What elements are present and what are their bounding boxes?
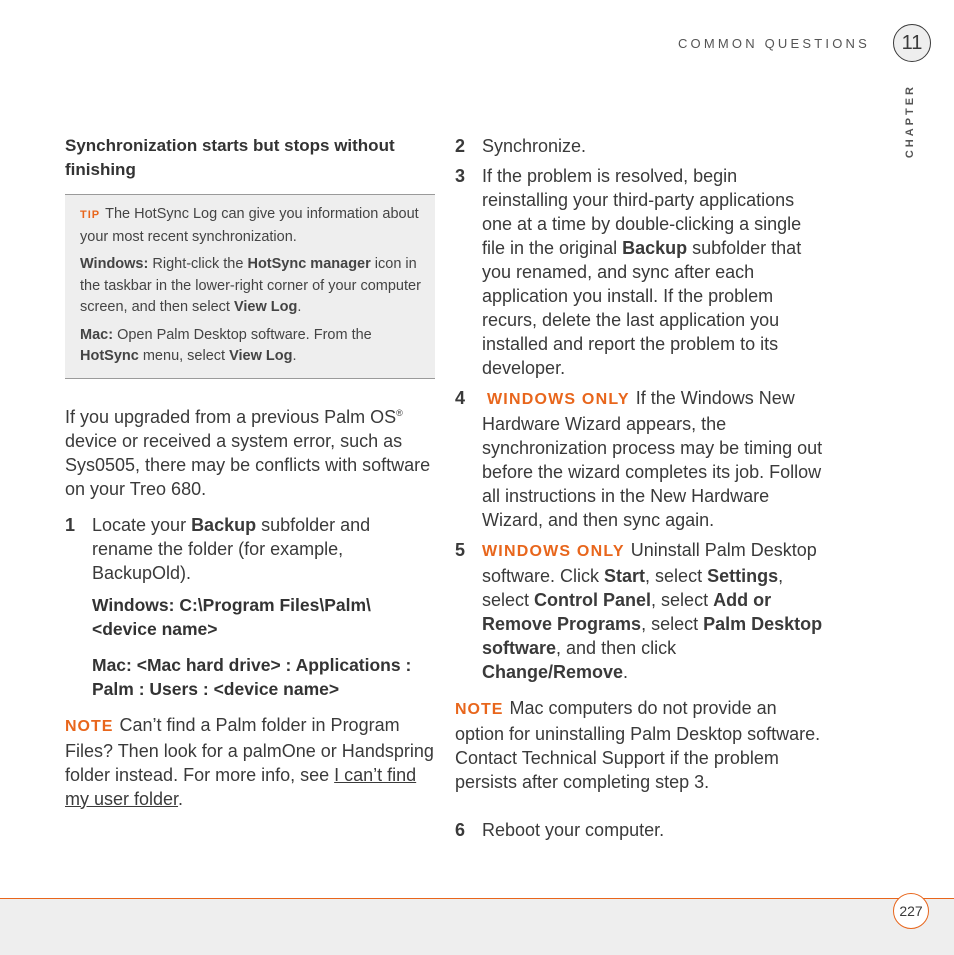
tip-windows: Windows: Right-click the HotSync manager icon in the taskbar in the lower-right corner of your computer screen, and then select View Log. — [80, 256, 421, 315]
tip-tag: TIP — [80, 209, 101, 221]
footer-bar — [0, 898, 954, 955]
note-right: NOTE Mac computers do not provide an option for uninstalling Palm Desktop software. Contact Technical Support if the problem persists after completing step 3. — [455, 698, 821, 792]
chapter-number-badge: 11 — [893, 24, 931, 62]
section-title: Synchronization starts but stops without finishing — [65, 136, 395, 179]
step-2: 2 Synchronize. — [455, 136, 587, 156]
step-number: 1 — [65, 514, 76, 535]
chapter-vertical-label: CHAPTER — [904, 84, 916, 159]
tip-intro: TIP The HotSync Log can give you information about your most recent synchronization. — [80, 206, 419, 245]
step-number: 5 — [455, 540, 466, 560]
step-1: 1 Locate your Backup subfolder and rename the folder (for example, BackupOld). — [65, 514, 371, 583]
right-column — [455, 134, 825, 842]
mac-path: Mac: <Mac hard drive> : Applications : Palm : Users : <device name> — [92, 654, 412, 699]
tip-mac: Mac: Open Palm Desktop software. From the HotSync menu, select View Log. — [80, 326, 372, 364]
windows-path: Windows: C:\Program Files\Palm\<device name> — [92, 594, 371, 639]
step-4: 4 WINDOWS ONLY If the Windows New Hardware Wizard appears, the synchronization process may be timing out before the wizard completes its job. Follow all instructions in the New Hardware Wizard, and then sync again. — [455, 388, 823, 530]
note-left: NOTE Can’t find a Palm folder in Program Files? Then look for a palmOne or Handspring folder instead. For more info, see I can’t find my user folder. — [65, 714, 434, 809]
step-3: 3 If the problem is resolved, begin reinstalling your third-party applications one at a time by double-clicking a single file in the original Backup subfolder that you renamed, and sync after each application you install. If the problem recurs, delete the last application you installed and report the problem to its developer. — [455, 166, 802, 378]
windows-only-tag: WINDOWS ONLY — [482, 543, 625, 560]
step-number: 2 — [455, 136, 466, 156]
intro-paragraph: If you upgraded from a previous Palm OS® device or received a system error, such as Sys0505, there may be conflicts with software on your Treo 680. — [65, 406, 431, 499]
tip-box — [65, 194, 435, 379]
left-column — [65, 134, 435, 811]
note-tag: NOTE — [65, 717, 114, 735]
user-folder-link[interactable]: I can’t find my user folder — [65, 764, 417, 809]
header-section-label: COMMON QUESTIONS — [677, 36, 870, 51]
step-5: 5 WINDOWS ONLY Uninstall Palm Desktop software. Click Start, select Settings, select Control Panel, select Add or Remove Programs, select Palm Desktop software, and then click Change/Remove. — [455, 540, 823, 682]
windows-only-tag: WINDOWS ONLY — [487, 391, 630, 408]
note-tag: NOTE — [455, 701, 504, 718]
page-number: 227 — [893, 893, 929, 929]
step-6: 6 Reboot your computer. — [455, 820, 665, 840]
step-number: 6 — [455, 820, 466, 840]
step-number: 4 — [455, 388, 466, 408]
step-number: 3 — [455, 166, 466, 186]
